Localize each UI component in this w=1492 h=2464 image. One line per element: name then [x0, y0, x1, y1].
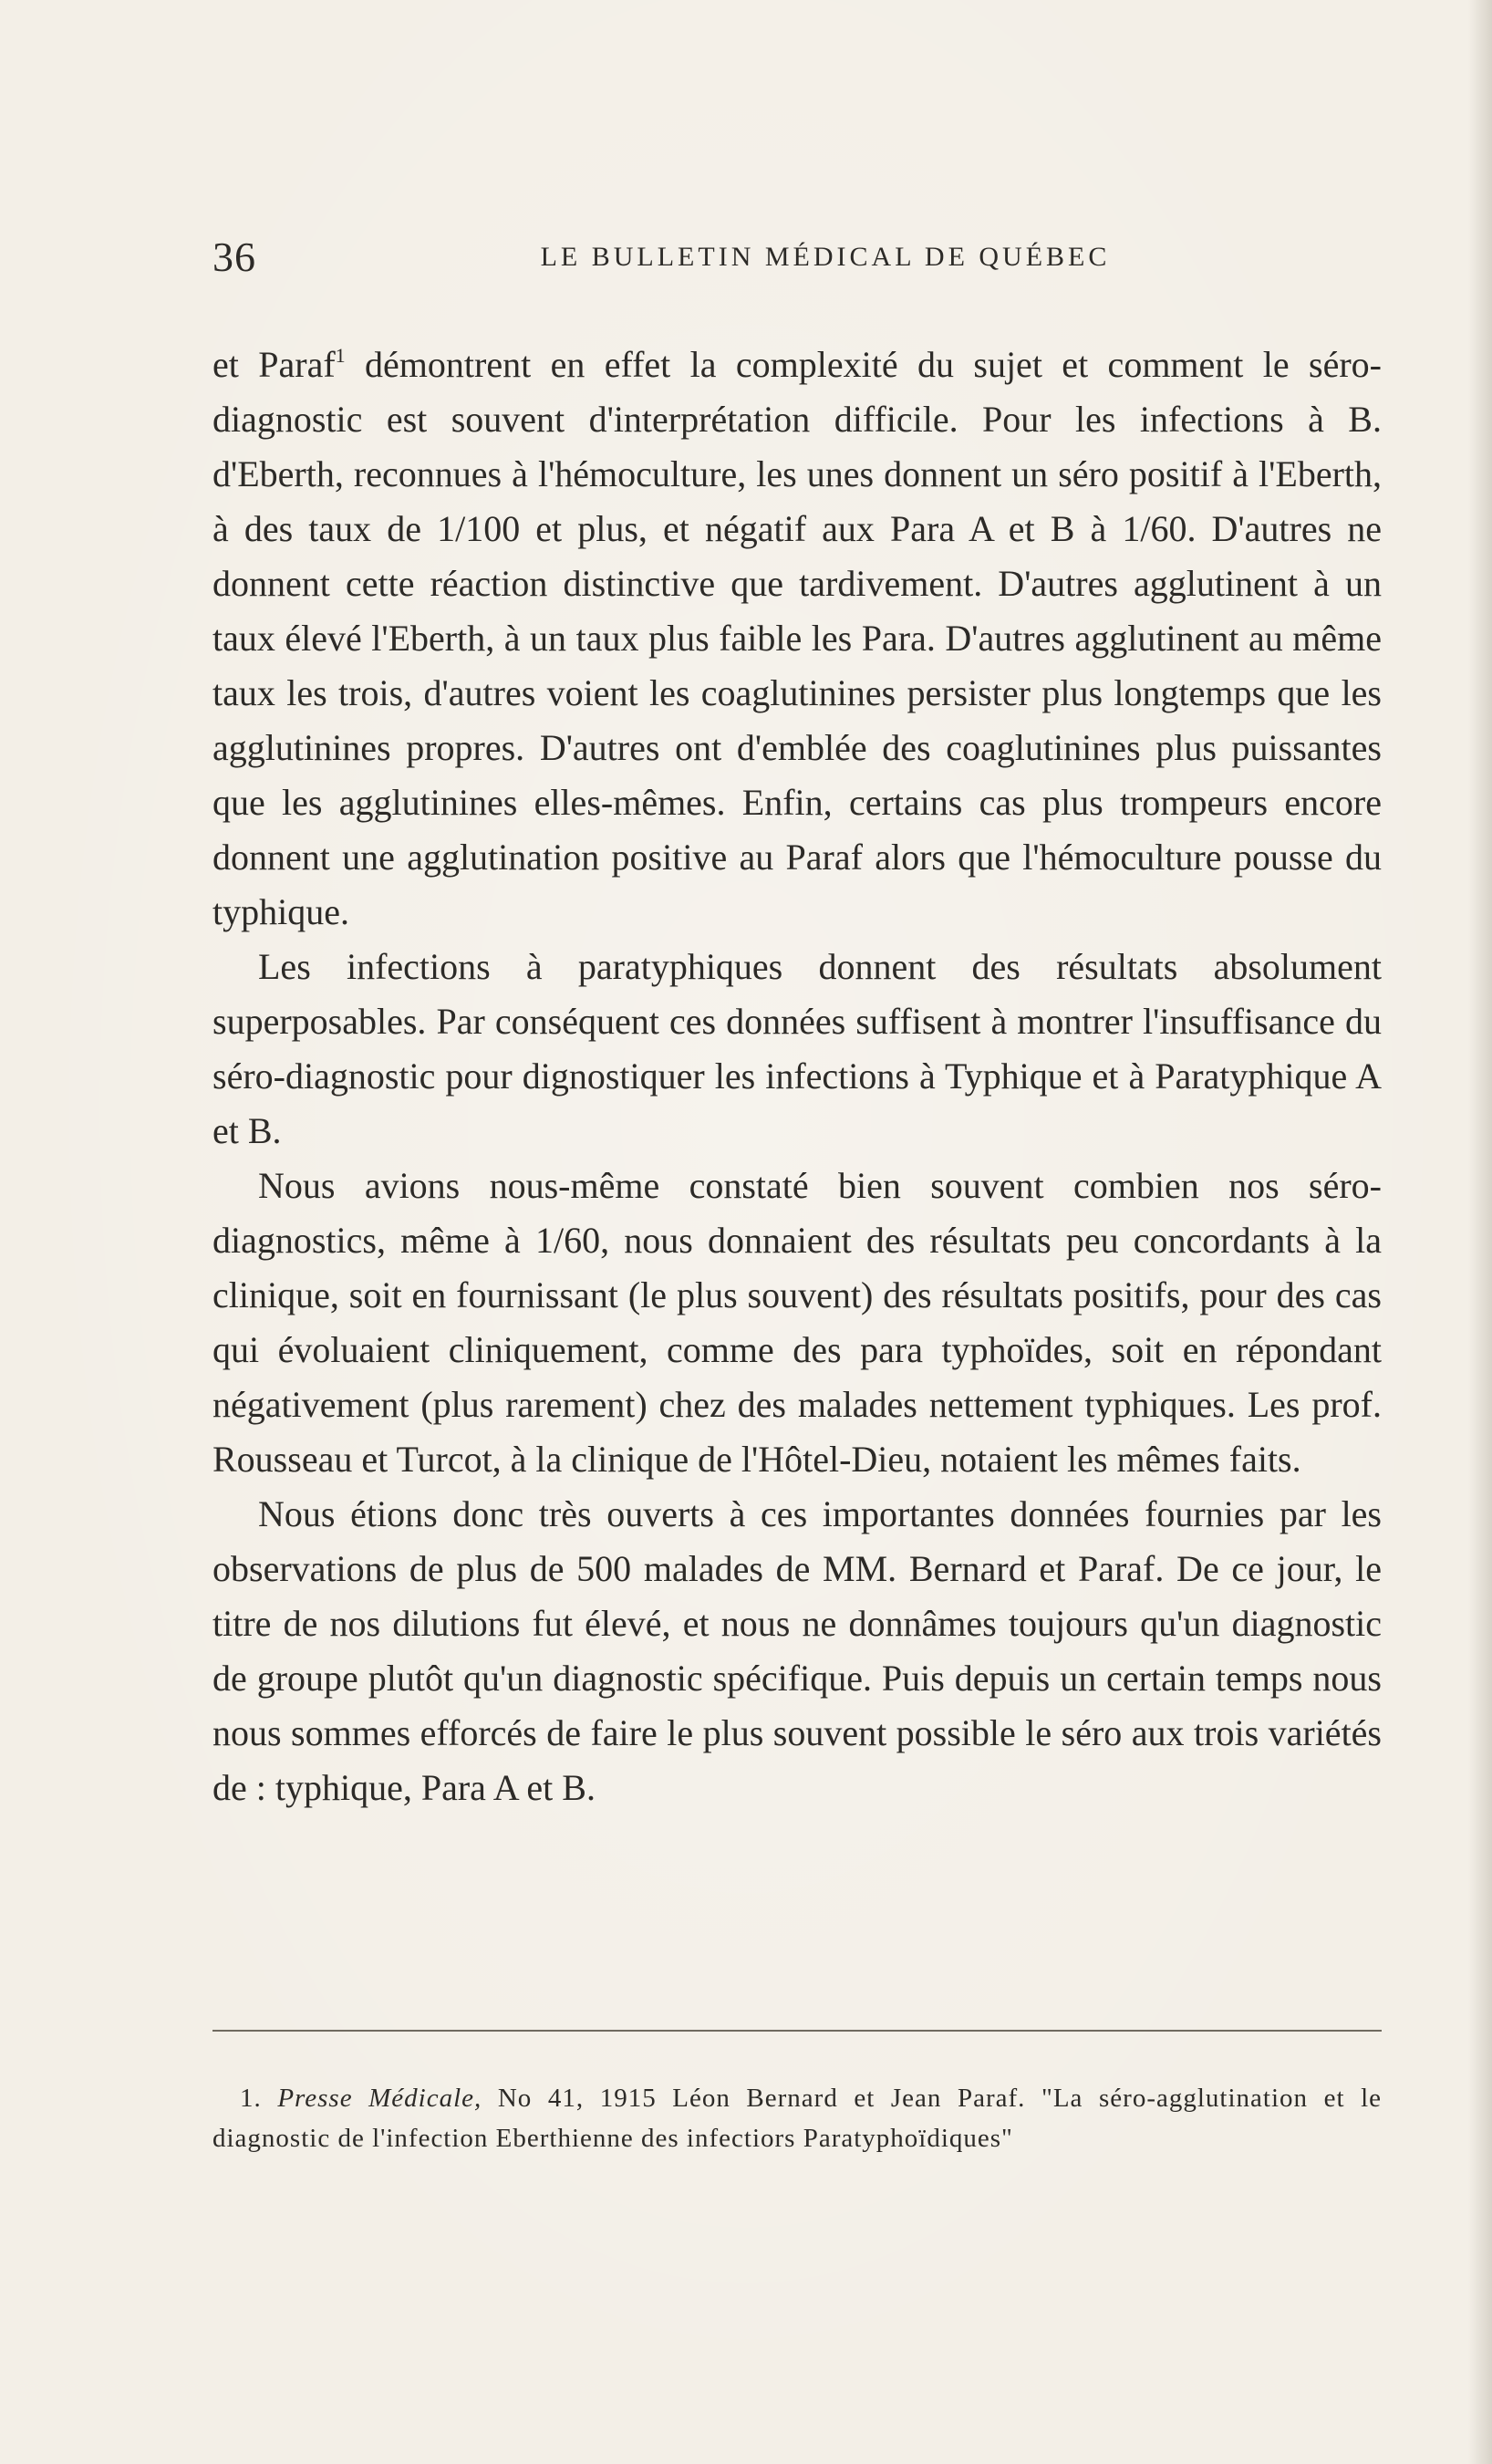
- paragraph-1: [212, 338, 1382, 940]
- footnote-reference: 1: [335, 344, 346, 367]
- paragraph-2: Les infections à paratyphiques donnent des résultats absolument superposables. Par conséquent ces données suffisent à montrer l'insuffisance du séro-diagnostic pour dignostiquer les infections à Typhique et à Paratyphique A et B.: [212, 946, 1382, 1151]
- footnote-text: No 41, 1915 Léon Bernard et Jean Paraf. "La séro-agglutination et le diagnostic de l'infection Eberthienne des infectiors Paratyphoïdiques": [212, 2084, 1383, 2153]
- body-text: [212, 338, 1382, 1815]
- running-head: LE BULLETIN MÉDICAL DE QUÉBEC: [540, 242, 1111, 272]
- footnote-divider: [212, 2030, 1382, 2032]
- footnote: [212, 2078, 1382, 2158]
- footnote-number: 1.: [240, 2084, 262, 2113]
- paragraph-1-rest: démontrent en effet la complexité du sujet et comment le séro-diagnostic est souvent d'interprétation difficile. Pour les infections à B. d'Eberth, reconnues à l'hémoculture, les unes donnent un séro positif à l'Eberth, à des taux de 1/100 et plus, et négatif aux Para A et B à 1/60. D'autres ne donnent cette réaction distinctive que tardivement. D'autres agglutinent à un taux élevé l'Eberth, à un taux plus faible les Para. D'autres agglutinent au même taux les trois, d'autres voient les coaglutinines persister plus longtemps que les agglutinines propres. D'autres ont d'emblée des coaglutinines plus puissantes que les agglutinines elles-mêmes. Enfin, certains cas plus trompeurs encore donnent une agglutination positive au Paraf alors que l'hémoculture pousse du typhique.: [212, 344, 1382, 932]
- page-number: 36: [212, 234, 256, 280]
- paragraph-4: Nous étions donc très ouverts à ces importantes données fournies par les observations de plus de 500 malades de MM. Bernard et Paraf. De ce jour, le titre de nos dilutions fut élevé, et nous ne donnâmes toujours qu'un diagnostic de groupe plutôt qu'un diagnostic spécifique. Puis depuis un certain temps nous nous sommes efforcés de faire le plus souvent possible le séro aux trois variétés de : typhique, Para A et B.: [212, 1493, 1382, 1808]
- footnote-journal: Presse Médicale,: [277, 2084, 482, 2113]
- paragraph-3: Nous avions nous-même constaté bien souvent combien nos séro-diagnostics, même à 1/60, nous donnaient des résultats peu concordants à la clinique, soit en fournissant (le plus souvent) des résultats positifs, pour des cas qui évoluaient cliniquement, comme des para typhoïdes, soit en répondant négativement (plus rarement) chez des malades nettement typhiques. Les prof. Rousseau et Turcot, à la clinique de l'Hôtel-Dieu, notaient les mêmes faits.: [212, 1165, 1382, 1480]
- page-gutter-shadow: [1468, 0, 1492, 2464]
- page-header: [212, 230, 1383, 285]
- paragraph-1-start: et Paraf: [212, 344, 336, 385]
